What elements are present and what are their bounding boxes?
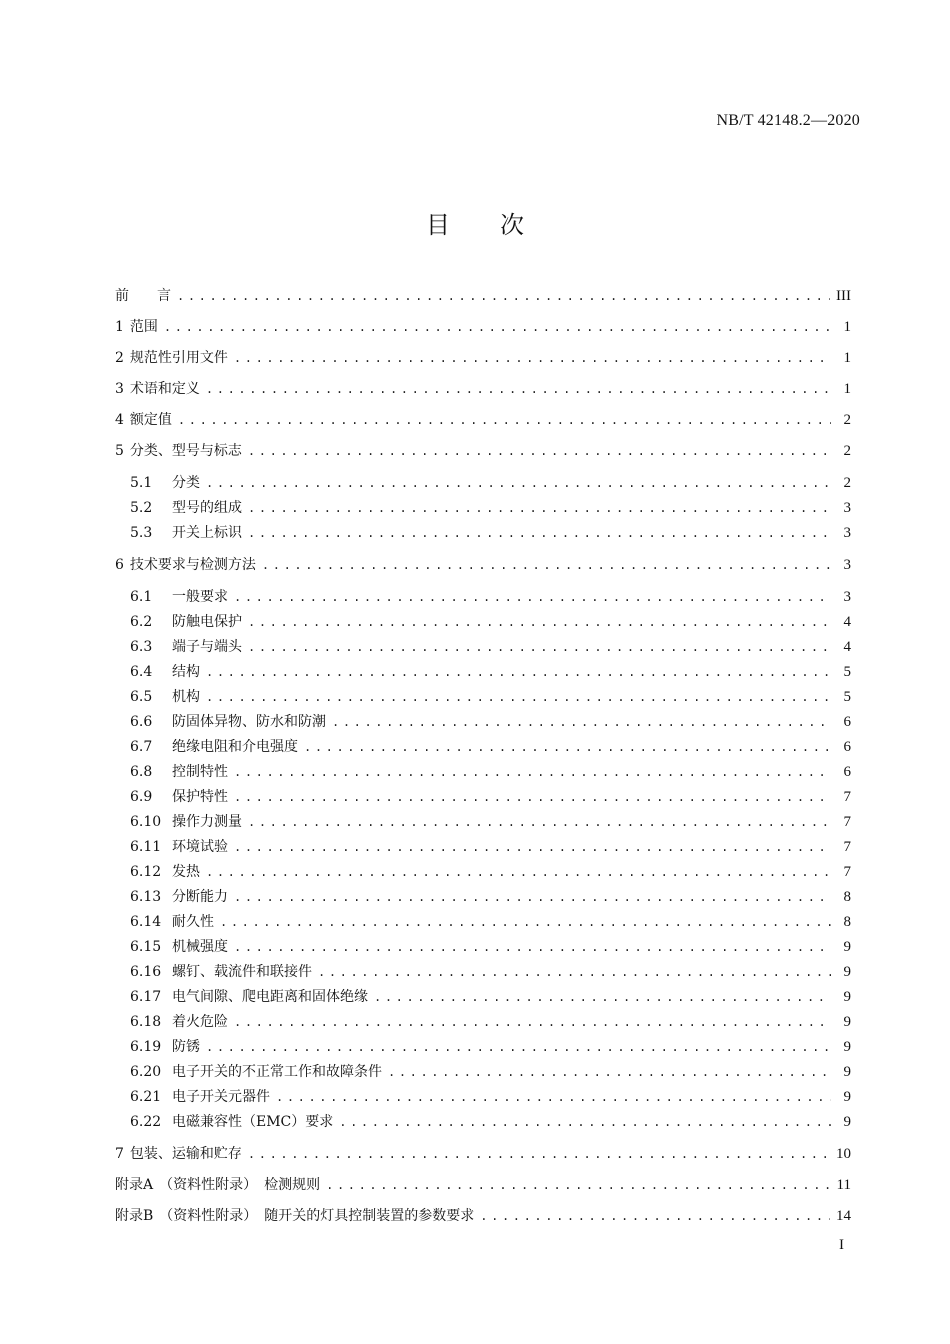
toc-entry-title: 防固体异物、防水和防潮	[172, 714, 326, 730]
toc-entry-number: 6.14	[130, 914, 162, 930]
toc-entry[interactable]	[115, 499, 851, 524]
toc-entry-page: 6	[843, 739, 851, 755]
toc-entry-number: 5	[115, 443, 124, 459]
toc-entry-page: 9	[843, 964, 851, 980]
toc-entry-title: 分断能力	[172, 889, 228, 905]
toc-entry[interactable]	[115, 377, 851, 408]
toc-entry[interactable]	[115, 1113, 851, 1138]
toc-entry-title: 电子开关的不正常工作和故障条件	[172, 1064, 382, 1080]
toc-entry-page: 9	[843, 1039, 851, 1055]
toc-dot-leader	[262, 556, 831, 574]
toc-entry-number: 6.11	[130, 839, 162, 855]
toc-entry[interactable]	[115, 588, 851, 613]
toc-dot-leader	[276, 1088, 831, 1106]
toc-entry[interactable]	[115, 713, 851, 738]
toc-entry-number: 6.12	[130, 864, 162, 880]
toc-dot-leader	[234, 788, 831, 806]
toc-entry-title: 端子与端头	[172, 639, 242, 655]
toc-entry-number: 5.2	[130, 500, 153, 516]
toc-entry-number: 6.21	[130, 1089, 162, 1105]
toc-entry-title: 分类	[172, 475, 200, 491]
toc-entry[interactable]	[115, 1088, 851, 1113]
toc-entry-number: 6.2	[130, 614, 153, 630]
toc-entry-page: 8	[843, 914, 851, 930]
toc-entry-title: 电磁兼容性（EMC）要求	[172, 1114, 334, 1130]
toc-entry-title: 发热	[172, 864, 200, 880]
toc-entry-page: 6	[843, 764, 851, 780]
toc-entry[interactable]	[115, 1173, 851, 1204]
toc-entry-number: 附录A	[115, 1177, 154, 1193]
toc-dot-leader	[339, 1113, 831, 1131]
toc-entry[interactable]	[115, 474, 851, 499]
toc-entry-page: 4	[843, 614, 851, 630]
toc-entry-title: 包装、运输和贮存	[129, 1146, 242, 1162]
toc-entry-title: 前 言	[115, 288, 171, 304]
toc-entry-page: 9	[843, 1064, 851, 1080]
toc-dot-leader	[206, 1038, 831, 1056]
toc-entry-number: 附录B	[115, 1208, 154, 1224]
toc-entry-page: 9	[843, 1114, 851, 1130]
toc-entry-page: 3	[843, 557, 851, 573]
toc-dot-leader	[374, 988, 831, 1006]
toc-entry-title: 机构	[172, 689, 200, 705]
toc-entry-page: 7	[843, 864, 851, 880]
toc-entry-number: 6.18	[130, 1014, 162, 1030]
toc-entry-title: 螺钉、载流件和联接件	[172, 964, 312, 980]
toc-entry-number: 6.8	[130, 764, 153, 780]
toc-dot-leader	[234, 1013, 831, 1031]
toc-entry-number: 6.4	[130, 664, 153, 680]
toc-entry-title: 着火危险	[172, 1014, 228, 1030]
toc-entry-number: 6.17	[130, 989, 162, 1005]
toc-entry-title: 额定值	[129, 412, 172, 428]
toc-dot-leader	[318, 963, 831, 981]
toc-entry-title: 耐久性	[172, 914, 214, 930]
toc-entry-title: 控制特性	[172, 764, 228, 780]
toc-entry[interactable]	[115, 938, 851, 963]
toc-entry-number: 4	[115, 412, 124, 428]
toc-entry[interactable]	[115, 738, 851, 763]
toc-dot-leader	[248, 813, 831, 831]
toc-entry-page: 9	[843, 989, 851, 1005]
toc-dot-leader	[206, 663, 831, 681]
toc-entry-title: 一般要求	[172, 589, 228, 605]
toc-entry-number: 6.6	[130, 714, 153, 730]
toc-entry-title: 结构	[172, 664, 200, 680]
toc-entry[interactable]	[115, 284, 851, 315]
toc-entry-number: 6.15	[130, 939, 162, 955]
toc-entry[interactable]	[115, 863, 851, 888]
toc-entry-title: 电子开关元器件	[172, 1089, 270, 1105]
toc-dot-leader	[234, 888, 831, 906]
toc-entry-number: 2	[115, 350, 124, 366]
toc-entry-title: 规范性引用文件	[129, 350, 228, 366]
toc-entry-page: 1	[843, 350, 851, 366]
toc-entry[interactable]	[115, 613, 851, 638]
toc-entry-title: 防锈	[172, 1039, 200, 1055]
toc-entry-number: 6.5	[130, 689, 153, 705]
toc-dot-leader	[248, 524, 831, 542]
toc-entry[interactable]	[115, 663, 851, 688]
toc-entry[interactable]	[115, 963, 851, 988]
toc-entry-number: 6.13	[130, 889, 162, 905]
toc-entry[interactable]	[115, 1013, 851, 1038]
toc-entry[interactable]	[115, 838, 851, 863]
toc-entry-page: 9	[843, 939, 851, 955]
toc-dot-leader	[304, 738, 831, 756]
toc-entry-title: （资料性附录） 随开关的灯具控制装置的参数要求	[159, 1208, 475, 1224]
toc-entry-number: 6.10	[130, 814, 162, 830]
toc-dot-leader	[480, 1207, 830, 1225]
toc-entry-page: 1	[843, 319, 851, 335]
toc-entry-number: 6	[115, 557, 124, 573]
toc-entry-page: 9	[843, 1014, 851, 1030]
toc-entry[interactable]	[115, 524, 851, 549]
toc-entry-title: 电气间隙、爬电距离和固体绝缘	[172, 989, 368, 1005]
toc-entry[interactable]	[115, 688, 851, 713]
toc-entry-page: 3	[843, 525, 851, 541]
table-of-contents	[115, 284, 851, 1235]
toc-entry-number: 6.3	[130, 639, 153, 655]
toc-entry-number: 1	[115, 319, 124, 335]
toc-entry-page: 5	[843, 689, 851, 705]
toc-dot-leader	[326, 1176, 830, 1194]
toc-entry-page: 2	[843, 443, 851, 459]
toc-entry-page: 3	[843, 589, 851, 605]
toc-entry-title: 型号的组成	[172, 500, 242, 516]
toc-entry[interactable]	[115, 763, 851, 788]
page-title: 目次	[426, 211, 574, 239]
toc-entry-page: 2	[843, 475, 851, 491]
toc-entry-page: 1	[843, 381, 851, 397]
toc-dot-leader	[206, 863, 831, 881]
toc-entry-title: 环境试验	[172, 839, 228, 855]
toc-entry-number: 6.20	[130, 1064, 162, 1080]
toc-entry-page: 7	[843, 814, 851, 830]
toc-entry-page: 11	[836, 1177, 851, 1193]
toc-dot-leader	[248, 613, 831, 631]
toc-dot-leader	[220, 913, 831, 931]
toc-dot-leader	[234, 938, 831, 956]
toc-dot-leader	[332, 713, 831, 731]
toc-entry-title: 防触电保护	[172, 614, 242, 630]
toc-entry-page: III	[836, 288, 851, 304]
toc-entry[interactable]	[115, 315, 851, 346]
toc-entry-page: 3	[843, 500, 851, 516]
toc-dot-leader	[388, 1063, 831, 1081]
toc-entry-title: 保护特性	[172, 789, 228, 805]
toc-entry[interactable]	[115, 553, 851, 584]
toc-entry-page: 7	[843, 789, 851, 805]
toc-entry[interactable]	[115, 788, 851, 813]
toc-entry-number: 6.1	[130, 589, 153, 605]
toc-entry[interactable]	[115, 1204, 851, 1235]
toc-entry[interactable]	[115, 888, 851, 913]
standard-code: NB/T 42148.2—2020	[716, 112, 860, 129]
toc-entry-title: 机械强度	[172, 939, 228, 955]
toc-entry-page: 9	[843, 1089, 851, 1105]
toc-entry-page: 8	[843, 889, 851, 905]
toc-entry[interactable]	[115, 638, 851, 663]
toc-dot-leader	[206, 688, 831, 706]
toc-entry-title: 技术要求与检测方法	[129, 557, 256, 573]
toc-dot-leader	[206, 380, 831, 398]
toc-dot-leader	[234, 763, 831, 781]
toc-entry-title: 范围	[129, 319, 158, 335]
toc-entry[interactable]	[115, 439, 851, 470]
toc-entry[interactable]	[115, 988, 851, 1013]
toc-entry-title: （资料性附录） 检测规则	[159, 1177, 321, 1193]
toc-entry-page: 5	[843, 664, 851, 680]
toc-entry-number: 5.3	[130, 525, 153, 541]
toc-entry[interactable]	[115, 1038, 851, 1063]
toc-entry-number: 7	[115, 1146, 124, 1162]
toc-entry[interactable]	[115, 913, 851, 938]
toc-entry-title: 操作力测量	[172, 814, 242, 830]
toc-dot-leader	[248, 1145, 830, 1163]
toc-entry[interactable]	[115, 1142, 851, 1173]
toc-entry-title: 绝缘电阻和介电强度	[172, 739, 298, 755]
toc-entry-number: 5.1	[130, 475, 153, 491]
toc-dot-leader	[248, 442, 831, 460]
toc-dot-leader	[248, 638, 831, 656]
toc-entry-page: 4	[843, 639, 851, 655]
toc-entry-number: 6.7	[130, 739, 153, 755]
page-number: I	[839, 1237, 844, 1253]
toc-entry-number: 6.16	[130, 964, 162, 980]
toc-dot-leader	[234, 588, 831, 606]
toc-entry-page: 14	[836, 1208, 851, 1224]
toc-entry[interactable]	[115, 408, 851, 439]
toc-dot-leader	[206, 474, 831, 492]
toc-entry[interactable]	[115, 813, 851, 838]
toc-entry-page: 2	[843, 412, 851, 428]
toc-dot-leader	[164, 318, 831, 336]
toc-entry-title: 术语和定义	[129, 381, 200, 397]
toc-entry[interactable]	[115, 1063, 851, 1088]
toc-dot-leader	[234, 349, 831, 367]
toc-entry-number: 6.22	[130, 1114, 162, 1130]
toc-entry-page: 10	[836, 1146, 851, 1162]
toc-dot-leader	[177, 287, 830, 305]
toc-entry-title: 开关上标识	[172, 525, 242, 541]
toc-entry-number: 6.19	[130, 1039, 162, 1055]
toc-entry-page: 7	[843, 839, 851, 855]
toc-dot-leader	[248, 499, 831, 517]
toc-entry-number: 3	[115, 381, 124, 397]
toc-dot-leader	[234, 838, 831, 856]
toc-entry-page: 6	[843, 714, 851, 730]
toc-dot-leader	[178, 411, 831, 429]
toc-entry[interactable]	[115, 346, 851, 377]
toc-entry-number: 6.9	[130, 789, 153, 805]
toc-entry-title: 分类、型号与标志	[129, 443, 242, 459]
